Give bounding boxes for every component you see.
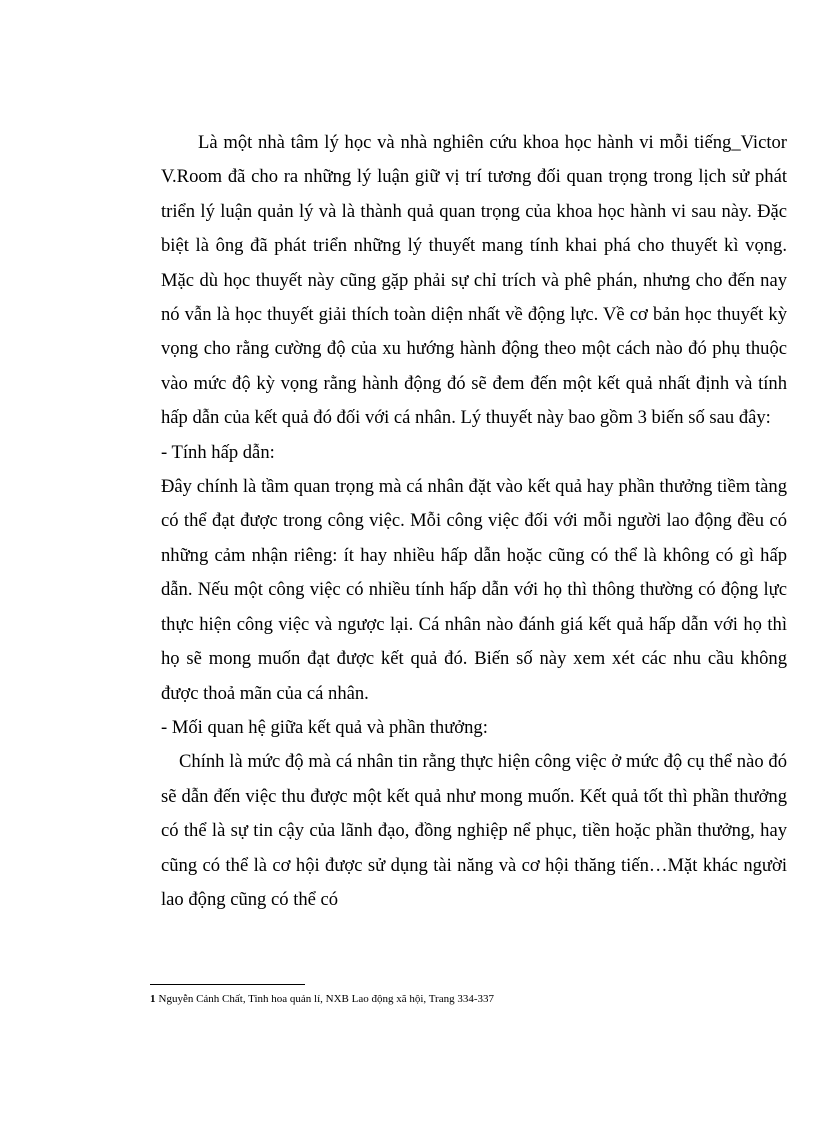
paragraph-attractiveness: Đây chính là tầm quan trọng mà cá nhân đặt vào kết quả hay phần thưởng tiềm tàng có thể đạt được trong công việc. Mỗi công việc đối với mỗi người lao động đều có những cảm nhận riêng: ít hay nhiều hấp dẫn hoặc cũng có thể là không có gì hấp dẫn. Nếu một công việc có nhiều tính hấp dẫn với họ thì thông thường có động lực thực hiện công việc và ngược lại. Cá nhân nào đánh giá kết quả hấp dẫn với họ thì họ sẽ mong muốn đạt được kết quả đó. Biến số này xem xét các nhu cầu không được thoả mãn của cá nhân. <box>161 476 787 704</box>
heading-performance-reward: - Mối quan hệ giữa kết quả và phần thưởng: <box>161 716 488 738</box>
footnote <box>150 992 800 1006</box>
heading-attractiveness: - Tính hấp dẫn: <box>161 441 275 463</box>
footnote-text: Nguyễn Cảnh Chất, Tinh hoa quản lí, NXB Lao động xã hội, Trang 334-337 <box>158 993 494 1005</box>
paragraph-intro: Là một nhà tâm lý học và nhà nghiên cứu khoa học hành vi mỗi tiếng_Victor V.Room đã cho ra những lý luận giữ vị trí tương đối quan trọng trong lịch sử phát triển lý luận quản lý và là thành quả quan trọng của khoa học hành vi sau này. Đặc biệt là ông đã phát triển những lý thuyết mang tính khai phá cho thuyết kì vọng. Mặc dù học thuyết này cũng gặp phải sự chỉ trích và phê phán, nhưng cho đến nay nó vẫn là học thuyết giải thích toàn diện nhất về động lực. Về cơ bản học thuyết kỳ vọng cho rằng cường độ của xu hướng hành động theo một cách nào đó phụ thuộc vào mức độ kỳ vọng rằng hành động đó sẽ đem đến một kết quả nhất định và tính hấp dẫn của kết quả đó đối với cá nhân. Lý thuyết này bao gồm 3 biến số sau đây: <box>161 132 787 429</box>
footnote-separator <box>150 984 305 985</box>
body-text <box>161 126 787 917</box>
paragraph-performance-reward: Chính là mức độ mà cá nhân tin rằng thực hiện công việc ở mức độ cụ thể nào đó sẽ dẫn đến việc thu được một kết quả như mong muốn. Kết quả tốt thì phần thưởng có thể là sự tin cậy của lãnh đạo, đồng nghiệp nể phục, tiền hoặc phần thưởng, hay cũng có thể là cơ hội được sử dụng tài năng và cơ hội thăng tiến…Mặt khác người lao động cũng có thể có <box>161 751 787 910</box>
footnote-number: 1 <box>150 993 156 1005</box>
